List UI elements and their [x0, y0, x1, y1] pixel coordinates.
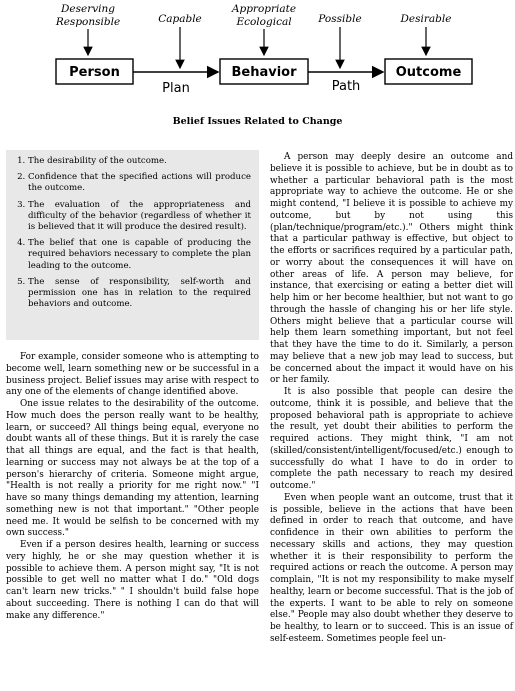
section-title: Belief Issues Related to Change	[172, 116, 343, 127]
capable-label: Capable	[158, 13, 202, 25]
right-column	[270, 152, 513, 646]
left-column	[6, 352, 259, 622]
possible-label: Possible	[318, 13, 362, 25]
belief-issues-list	[6, 150, 259, 310]
behavior-label: Behavior	[231, 65, 297, 80]
paragraph: Even if a person desires health, learning or success very highly, he or she may question whether it is possible to achieve them. A person might say, "It is not possible to get well no matter what I do." "Old dogs can't learn new tricks." " I shouldn't build false hope about succeeding. There is nothing I can do that will make any difference."	[6, 540, 259, 621]
list-item: 4. The belief that one is capable of producing the required behaviors necessary to complete the plan leading to the outcome.	[28, 238, 251, 272]
list-item: 3. The evaluation of the appropriateness and difficulty of the behavior (regardless of whether it is believed that it will produce the desired result).	[28, 200, 251, 234]
list-item: 5. The sense of responsibility, self-worth and permission one has in relation to the required behaviors and outcome.	[28, 277, 251, 311]
paragraph: For example, consider someone who is attempting to become well, learn something new or be successful in a business project. Belief issues may arise with respect to any one of the elements of change identified above.	[6, 352, 259, 398]
paragraph: Even when people want an outcome, trust that it is possible, believe in the actions that have been defined in order to reach that outcome, and have confidence in their own abilities to perform the necessary skills and actions, they may question whether it is their responsibility to perform the required actions or reach the outcome. A person may complain, "It is not my responsibility to make myself healthy, learn or become successful. That is the job of the experts. I want to be able to rely on someone else." People may also doubt whether they deserve to be healthy, to learn or to succeed. This is an issue of self-esteem. Sometimes people feel un-	[270, 492, 513, 644]
belief-issues-box	[6, 150, 259, 340]
plan-label: Plan	[162, 81, 190, 96]
appropriate-label: Appropriate	[231, 3, 297, 15]
desirable-label: Desirable	[400, 13, 452, 25]
list-item: 1. The desirability of the outcome.	[28, 156, 251, 167]
paragraph: A person may deeply desire an outcome and believe it is possible to achieve, but be in doubt as to whether a particular behavioral path is the most appropriate way to achieve the outcome. He or she might contend, "I believe it is possible to achieve my outcome, but by not using this (plan/technique/program/etc.)." Others might think that a particular pathway is effective, but object to the efforts or sacrifices required by a particular path, or worry about the consequences it will have on other areas of life. A person may believe, for instance, that exercising or eating a better diet will help him or her become healthier, but not want to go through the hassle of changing his or her life style. Others might believe that a particular course will help them learn something important, but not feel that they have the time to do it. Similarly, a person may believe that a new job may lead to success, but be concerned about the impact it would have on his or her family.	[270, 152, 513, 386]
path-label: Path	[331, 79, 361, 94]
paragraph: It is also possible that people can desire the outcome, think it is possible, and believe that the proposed behavioral path is appropriate to achieve the result, yet doubt their abilities to perform the required actions. They might think, "I am not (skilled/consistent/intelligent/focused/etc.) enough to successfully do what I have to do in order to complete the path necessary to reach my desired outcome."	[270, 387, 513, 491]
paragraph: One issue relates to the desirability of the outcome. How much does the person really want to be healthy, learn, or succeed? All things being equal, everyone no doubt wants all of these things. But it is rarely the case that all things are equal, and the fact is that health, learning or success may not always be at the top of a person's hierarchy of criteria. Someone might argue, "Health is not really a priority for me right now." "I have so many things demanding my attention, learning something new is not that important." "Other people need me. It would be selfish to be concerned with my own success."	[6, 399, 259, 539]
responsible-label: Responsible	[55, 16, 121, 28]
ecological-label: Ecological	[236, 16, 292, 28]
change-model-diagram	[0, 0, 515, 105]
deserving-label: Deserving	[60, 3, 116, 15]
outcome-label: Outcome	[395, 65, 462, 80]
person-label: Person	[69, 65, 120, 80]
list-item: 2. Confidence that the specified actions will produce the outcome.	[28, 172, 251, 194]
